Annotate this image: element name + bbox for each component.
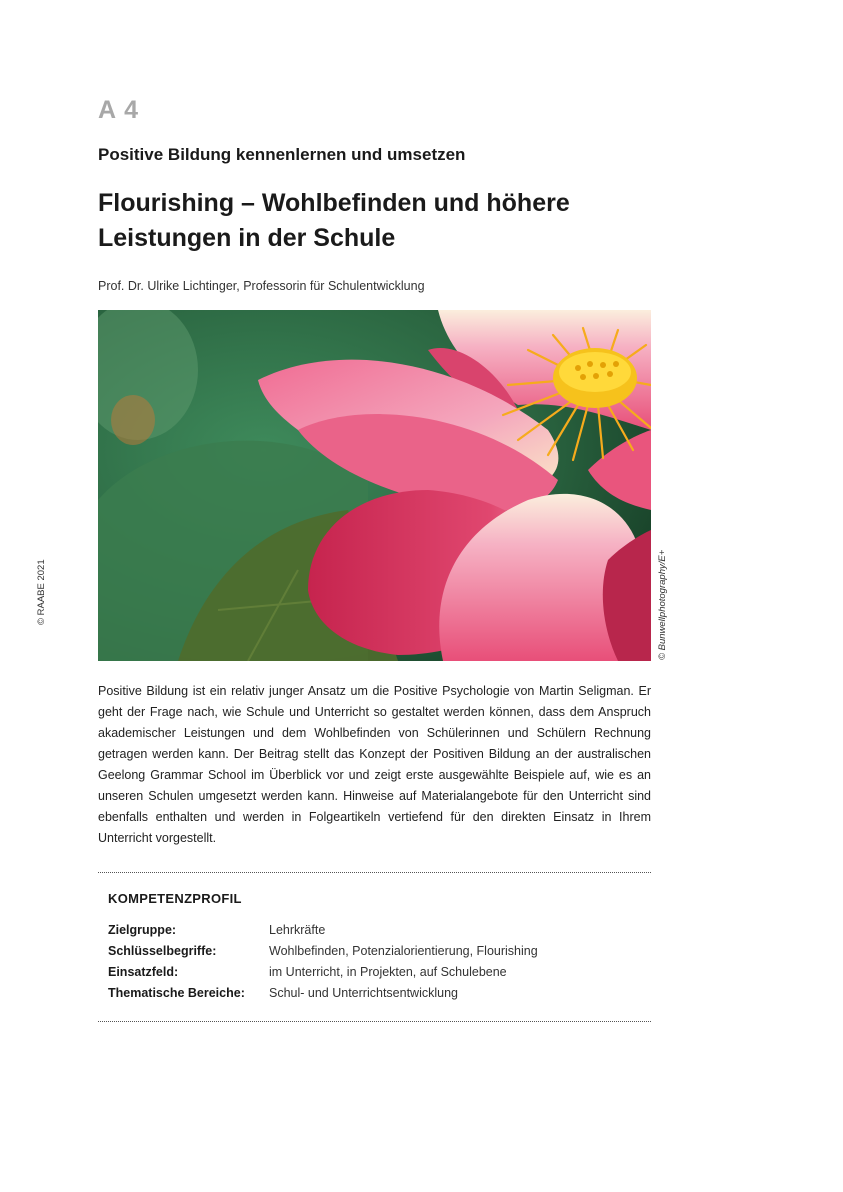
profile-row (108, 961, 538, 982)
profile-label: Schlüsselbegriffe: (108, 943, 217, 958)
profile-value: im Unterricht, in Projekten, auf Schulebene (269, 964, 507, 979)
profile-label: Einsatzfeld: (108, 964, 179, 979)
copyright-notice: © RAABE 2021 (36, 559, 47, 625)
profile-row (108, 940, 538, 961)
page-title (98, 186, 658, 256)
author-line: Prof. Dr. Ulrike Lichtinger, Professorin für Schulentwicklung (98, 279, 425, 293)
intro-paragraph: Positive Bildung ist ein relativ junger Ansatz um die Positive Psychologie von Martin Seligman. Er geht der Frage nach, wie Schule und Unterricht so gestaltet werden können, dass dem Anspruch akademischer Leistungen und dem Wohlbefinden von Schülerinnen und Schülern Rechnung getragen werden kann. Der Beitrag stellt das Konzept der Positiven Bildung an der australischen Geelong Grammar School im Überblick vor und zeigt erste ausgewählte Beispiele auf, wie es an unseren Schulen umgesetzt werden kann. Hinweise auf Materialangebote für den Unterricht sind ebenfalls enthalten und werden in Folgeartikeln vertiefend für den direkten Einsatz in Ihrem Unterricht vorgestellt. (98, 684, 651, 845)
series-title: Positive Bildung kennenlernen und umsetzen (98, 145, 466, 164)
profile-label: Thematische Bereiche: (108, 985, 245, 1000)
title-line-2: Leistungen in der Schule (98, 224, 396, 252)
divider-top (98, 872, 651, 873)
profile-value: Lehrkräfte (269, 922, 326, 937)
section-code: A 4 (98, 96, 139, 124)
lotus-flower-illustration (98, 310, 651, 661)
lotus-flower-photo (98, 310, 651, 661)
profile-value: Wohlbefinden, Potenzialorientierung, Flourishing (269, 943, 538, 958)
profile-value: Schul- und Unterrichtsentwicklung (269, 985, 458, 1000)
competence-profile-table (108, 919, 538, 1003)
title-line-1: Flourishing – Wohlbefinden und höhere (98, 189, 570, 217)
profile-row (108, 982, 538, 1003)
divider-bottom (98, 1021, 651, 1022)
profile-label: Zielgruppe: (108, 922, 177, 937)
photo-credit: © Bunwellphotography/E+ (657, 549, 668, 660)
profile-row (108, 919, 538, 940)
profile-heading: KOMPETENZPROFIL (108, 891, 242, 906)
